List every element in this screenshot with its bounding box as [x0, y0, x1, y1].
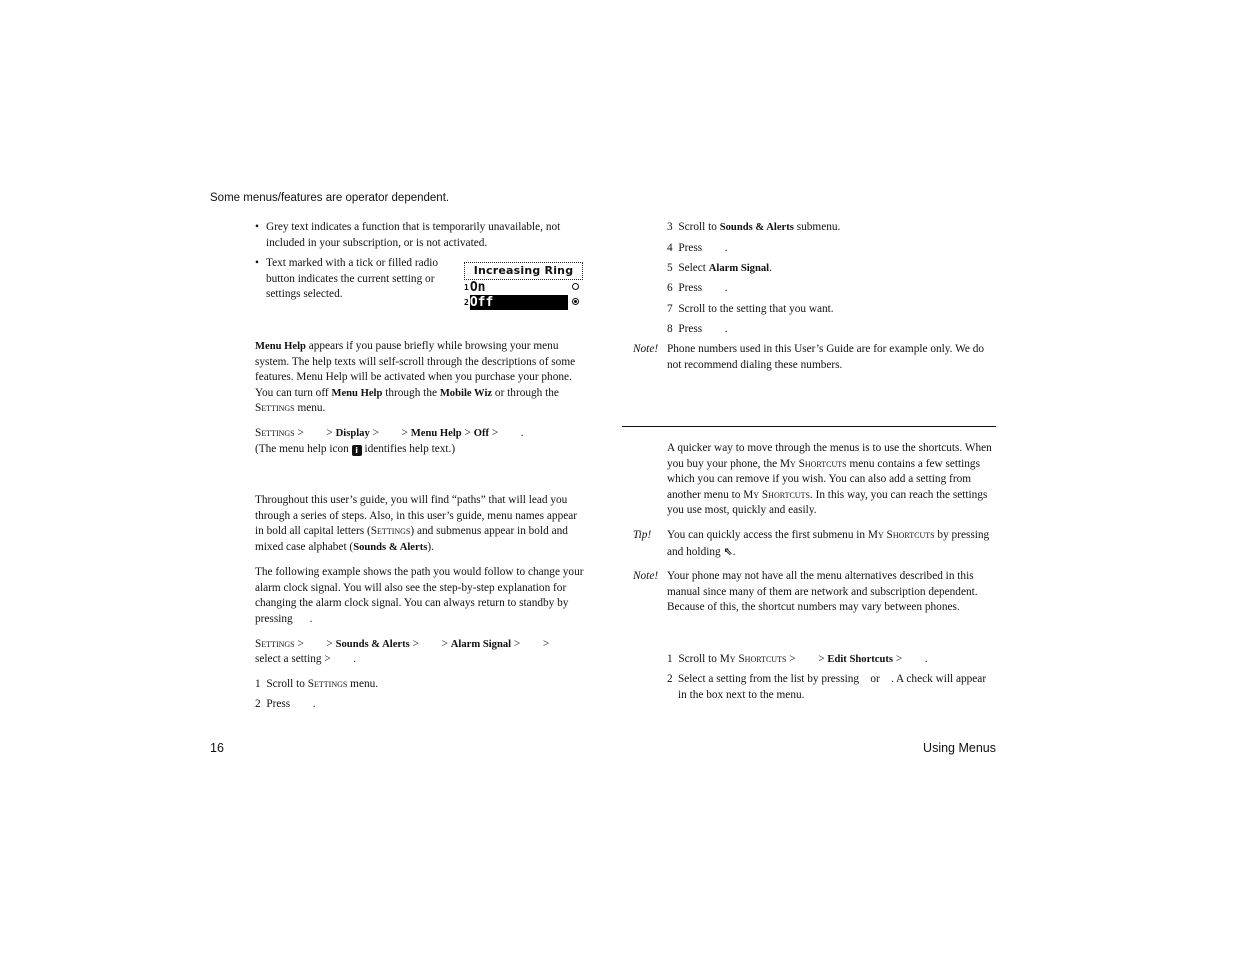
text-span: Press .	[266, 698, 316, 710]
text-span: (The menu help icon	[255, 443, 352, 455]
text-span: .	[732, 545, 736, 558]
menu-help-info-icon: i	[352, 445, 362, 456]
step-8	[667, 322, 728, 338]
tip-label: Tip!	[633, 529, 652, 541]
sounds-alerts-term: Sounds & Alerts	[335, 639, 410, 650]
text-span: Scroll to	[678, 653, 720, 665]
text-span: Select	[678, 262, 709, 274]
text-span: Scroll to the setting that you want.	[678, 303, 834, 315]
step-number: 6	[667, 282, 673, 294]
alarm-path-line2: select a setting > .	[255, 653, 357, 665]
section-divider	[622, 426, 996, 427]
example-paragraph: The following example shows the path you would follow to change your alarm clock signal. You will also see the step-by-step explanation for changing the alarm clock signal. You can always return to standby by pressing .	[255, 566, 587, 625]
edit-shortcuts-term: Edit Shortcuts	[827, 654, 894, 665]
alarm-path	[255, 637, 585, 653]
text-span: ).	[427, 540, 434, 553]
text-span: identifies help text.)	[361, 443, 456, 455]
bullet-marker: •	[255, 257, 259, 269]
step-6	[667, 281, 728, 297]
step-number: 5	[667, 262, 673, 274]
text-span: > >	[511, 638, 550, 650]
menu-help-paragraph	[255, 339, 585, 417]
display-row-on	[464, 280, 583, 295]
text-span: by pressing and holding	[667, 529, 990, 558]
display-term: Display	[335, 428, 370, 439]
step-number: 3	[667, 221, 673, 233]
shortcut-step-2	[667, 672, 997, 703]
note-label: Note!	[633, 570, 659, 582]
text-span: .	[769, 262, 772, 274]
bullet-selected-text-body: Text marked with a tick or filled radio button indicates the current setting or settings selected.	[266, 257, 439, 301]
text-span: through the	[382, 386, 440, 399]
text-span: > >	[409, 638, 451, 650]
settings-term: Settings	[307, 678, 348, 690]
bullet-marker: •	[255, 221, 259, 233]
text-span: >	[461, 427, 474, 439]
menu-help-term: Menu Help	[410, 428, 462, 439]
settings-term: Settings	[255, 427, 295, 439]
display-row-number: 1	[464, 283, 469, 292]
step-number: 7	[667, 303, 673, 315]
text-span: Press .	[678, 242, 728, 254]
page-number: 16	[210, 741, 224, 755]
paths-paragraph	[255, 493, 585, 555]
text-span: > >	[786, 653, 828, 665]
alarm-signal-term: Alarm Signal	[708, 263, 770, 274]
text-span: > >	[369, 427, 411, 439]
text-span: A quicker way to move through the menus is to use the shortcuts. When you buy your phone, the	[667, 442, 992, 470]
text-span: menu contains a few settings which you can remove if you wish. You can also add a setting from another menu to	[667, 457, 980, 501]
step-3	[667, 220, 840, 236]
my-shortcuts-term: My Shortcuts	[719, 653, 787, 665]
menu-help-term: Menu Help	[255, 341, 306, 352]
alarm-signal-term: Alarm Signal	[450, 639, 512, 650]
display-row-label: Off	[469, 295, 494, 310]
display-row-number: 2	[464, 298, 469, 307]
text-span: Press .	[678, 282, 728, 294]
step-4	[667, 241, 728, 257]
text-span: submenu.	[793, 221, 841, 233]
sounds-alerts-term: Sounds & Alerts	[719, 222, 794, 233]
bullet-grey-text	[255, 220, 585, 251]
text-span: . In this way, you can reach the settings you use most, quickly and easily.	[667, 488, 988, 517]
menu-help-icon-line	[255, 442, 585, 458]
my-shortcuts-term: My Shortcuts	[779, 457, 847, 470]
note-phone-numbers: Phone numbers used in this User’s Guide are for example only. We do not recommend dialing these numbers.	[667, 343, 985, 371]
settings-term: Settings	[370, 525, 411, 538]
up-left-arrow-icon: ⇖	[723, 544, 733, 558]
text-span: menu.	[294, 402, 326, 415]
step-number: 1	[667, 653, 673, 665]
step-number: 8	[667, 323, 673, 335]
text-span: ) and submenus appear in bold and mixed case alphabet (	[255, 525, 568, 553]
note-label: Note!	[633, 343, 659, 355]
text-span: > >	[294, 638, 336, 650]
step-number: 2	[667, 673, 673, 685]
sounds-alerts-term: Sounds & Alerts	[353, 541, 428, 553]
text-span: You can quickly access the first submenu in	[667, 529, 868, 541]
menu-help-term: Menu Help	[331, 387, 383, 399]
display-row-label: On	[469, 280, 486, 295]
radio-filled-icon	[572, 298, 579, 305]
bullet-grey-text-body: Grey text indicates a function that is temporarily unavailable, not included in your subscription, or is not activated.	[266, 221, 561, 249]
text-span: Scroll to	[678, 221, 720, 233]
bullet-selected-text	[255, 256, 455, 303]
shortcut-step-1	[667, 652, 928, 668]
text-span: Throughout this user’s guide, you will find “paths” that will lead you through a series of steps. Also, in this user’s guide, menu names appear in bold all capital letters (	[255, 494, 578, 538]
my-shortcuts-term: My Shortcuts	[867, 529, 935, 541]
step-5	[667, 261, 772, 277]
display-title: Increasing Ring	[464, 262, 583, 280]
section-title: Using Menus	[923, 741, 996, 755]
text-span: menu.	[347, 678, 379, 690]
radio-empty-icon	[572, 283, 579, 290]
text-span: > .	[893, 653, 928, 665]
menu-help-path	[255, 426, 585, 442]
tip-text	[667, 528, 997, 560]
text-span: Scroll to	[266, 678, 308, 690]
step-2	[255, 697, 316, 713]
operator-note: Some menus/features are operator dependent.	[210, 192, 450, 204]
step-1	[255, 677, 378, 693]
note-menu-alternatives: Your phone may not have all the menu alternatives described in this manual since many of them are network and subscription dependent. Because of this, the shortcut numbers may vary between phones.	[667, 570, 978, 614]
text-span: Press .	[678, 323, 728, 335]
off-term: Off	[473, 428, 489, 439]
text-span: appears if you pause briefly while browsing your menu system. The help texts will self-scroll through the descriptions of some features. Menu Help will be activated when you purchase your phone. You can turn off	[255, 340, 576, 399]
display-row-off	[464, 295, 583, 310]
step-number: 1	[255, 678, 261, 690]
my-shortcuts-term: My Shortcuts	[743, 488, 810, 501]
text-span: > .	[489, 427, 524, 439]
settings-term: Settings	[255, 402, 295, 415]
step-number: 4	[667, 242, 673, 254]
step-number: 2	[255, 698, 261, 710]
text-span: or through the	[492, 386, 559, 399]
step-7	[667, 302, 834, 318]
shortcuts-paragraph	[667, 441, 997, 519]
text-span: > >	[294, 427, 336, 439]
mobile-wiz-term: Mobile Wiz	[439, 387, 493, 399]
settings-term: Settings	[255, 638, 295, 650]
phone-display-example	[464, 262, 583, 312]
step-text: Select a setting from the list by pressing or . A check will appear in the box next to the menu.	[678, 673, 989, 701]
